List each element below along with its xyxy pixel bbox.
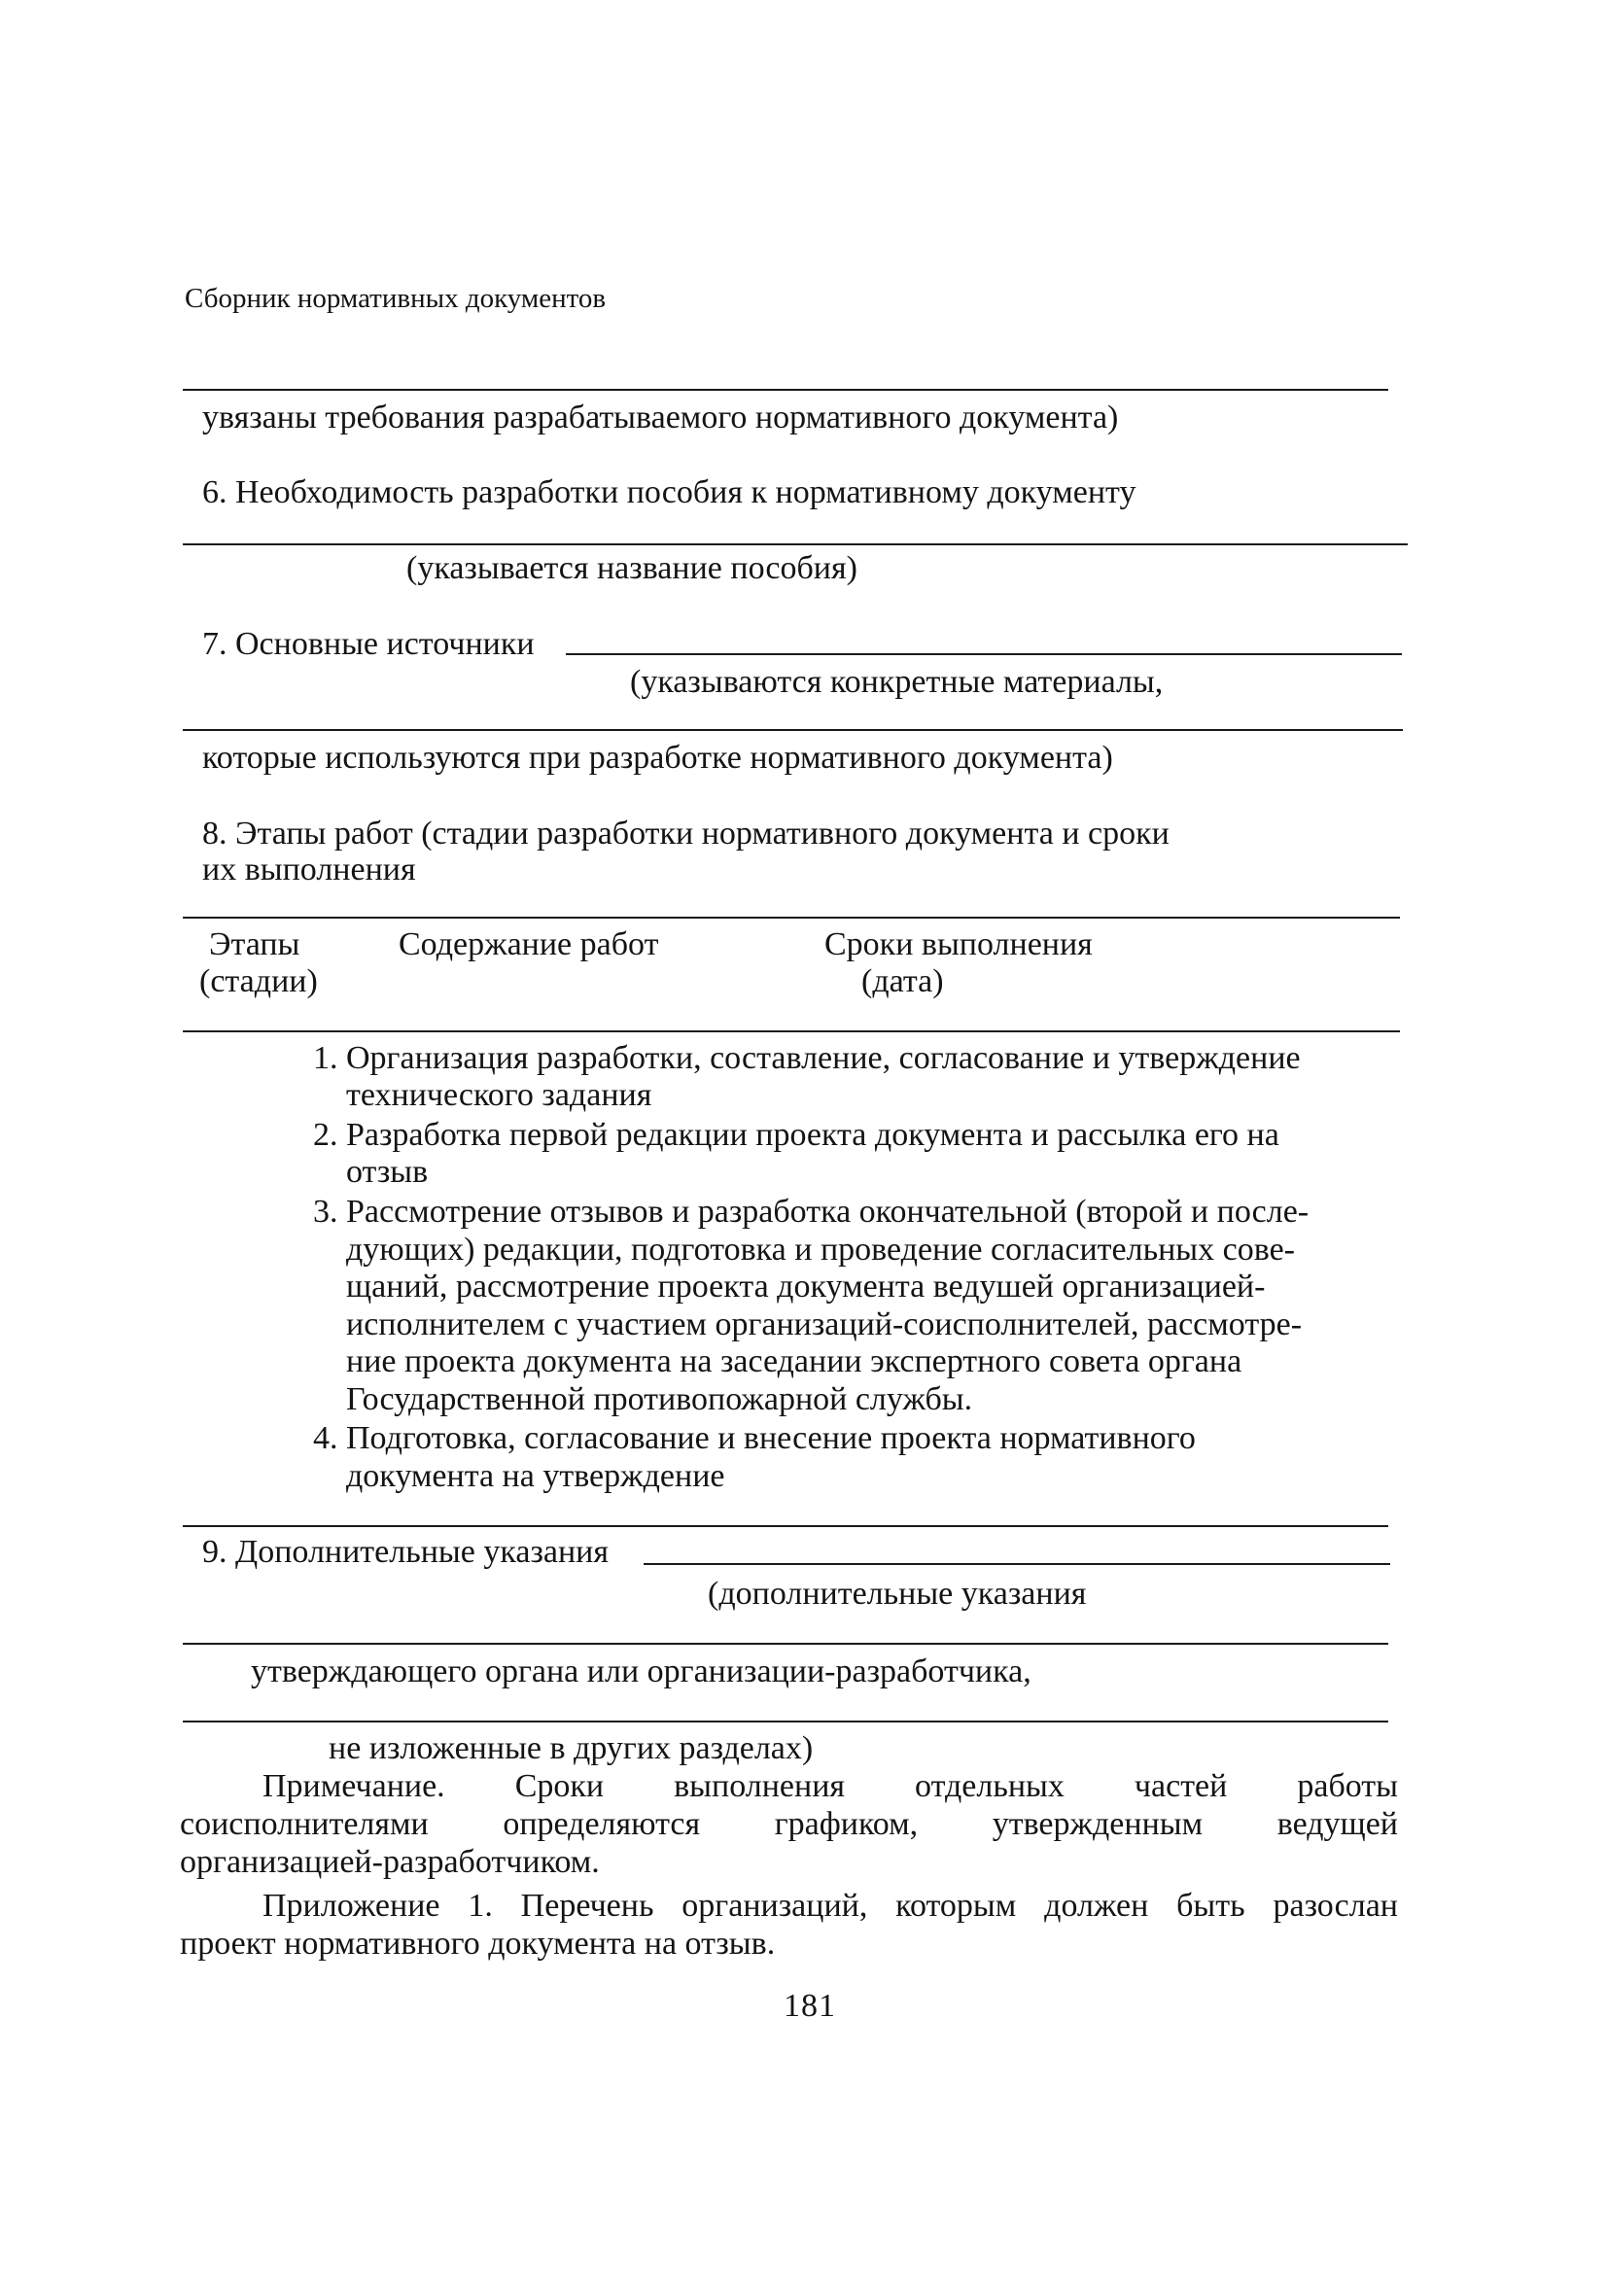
section-8-line-1: 8. Этапы работ (стадии разработки нормативного документа и сроки [202, 816, 1170, 852]
page-number: 181 [784, 1988, 836, 2024]
stage-item-cont: Государственной противопожарной службы. [346, 1381, 973, 1417]
note-line-3: организацией-разработчиком. [180, 1844, 600, 1880]
note-line-1: Примечание. Сроки выполнения отдельных частей работы [262, 1768, 1398, 1804]
stage-item-cont: документа на утверждение [346, 1458, 725, 1494]
fill-line [183, 1643, 1388, 1645]
table-top-rule [183, 917, 1400, 919]
stage-item-cont: ние проекта документа на заседании экспертного совета органа [346, 1343, 1242, 1379]
section-8-line-2: их выполнения [202, 852, 416, 887]
stage-item-cont: технического задания [346, 1077, 652, 1113]
section-9-hint-1: (дополнительные указания [708, 1576, 1087, 1612]
section-9-hint-3: не изложенные в других разделах) [329, 1730, 814, 1766]
fill-line [566, 653, 1402, 655]
stage-item-cont: отзыв [346, 1154, 429, 1190]
stage-item: 3. Рассмотрение отзывов и разработка окончательной (второй и после- [313, 1194, 1310, 1230]
section-5-tail: увязаны требования разрабатываемого нормативного документа) [202, 400, 1119, 435]
appendix-line-2: проект нормативного документа на отзыв. [180, 1926, 776, 1962]
fill-line [183, 729, 1403, 731]
appendix-line-1: Приложение 1. Перечень организаций, которым должен быть разослан [262, 1888, 1398, 1924]
section-6-text: 6. Необходимость разработки пособия к нормативному документу [202, 474, 1136, 510]
section-9-label: 9. Дополнительные указания [202, 1534, 609, 1570]
fill-line [183, 543, 1408, 545]
stage-item: 1. Организация разработки, составление, согласование и утверждение [313, 1040, 1301, 1076]
section-7-hint-1: (указываются конкретные материалы, [630, 664, 1164, 700]
table-header-content: Содержание работ [399, 926, 659, 962]
stage-item-cont: дующих) редакции, подготовка и проведение согласительных сове- [346, 1232, 1295, 1268]
table-header-stages: Этапы [209, 926, 300, 962]
stage-item-cont: щаний, рассмотрение проекта документа ведушей организацией- [346, 1269, 1266, 1305]
stage-item: 4. Подготовка, согласование и внесение проекта нормативного [313, 1420, 1196, 1456]
fill-line [183, 1721, 1388, 1722]
table-bottom-rule [183, 1525, 1388, 1527]
table-header-stages-sub: (стадии) [199, 963, 318, 999]
section-7-label: 7. Основные источники [202, 626, 535, 662]
stage-item: 2. Разработка первой редакции проекта документа и рассылка его на [313, 1117, 1279, 1153]
section-6-hint: (указывается название пособия) [406, 550, 857, 586]
table-header-deadlines-sub: (дата) [861, 963, 944, 999]
fill-line [644, 1563, 1390, 1565]
fill-line [183, 389, 1388, 391]
running-header: Сборник нормативных документов [185, 283, 607, 314]
table-header-rule [183, 1030, 1400, 1032]
table-header-deadlines: Сроки выполнения [824, 926, 1093, 962]
stage-item-cont: исполнителем с участием организаций-соисполнителей, рассмотре- [346, 1306, 1303, 1342]
section-7-hint-2: которые используются при разработке нормативного документа) [202, 740, 1113, 776]
note-line-2: соисполнителями определяются графиком, утвержденным ведущей [180, 1806, 1398, 1842]
section-9-hint-2: утверждающего органа или организации-разработчика, [251, 1653, 1031, 1689]
